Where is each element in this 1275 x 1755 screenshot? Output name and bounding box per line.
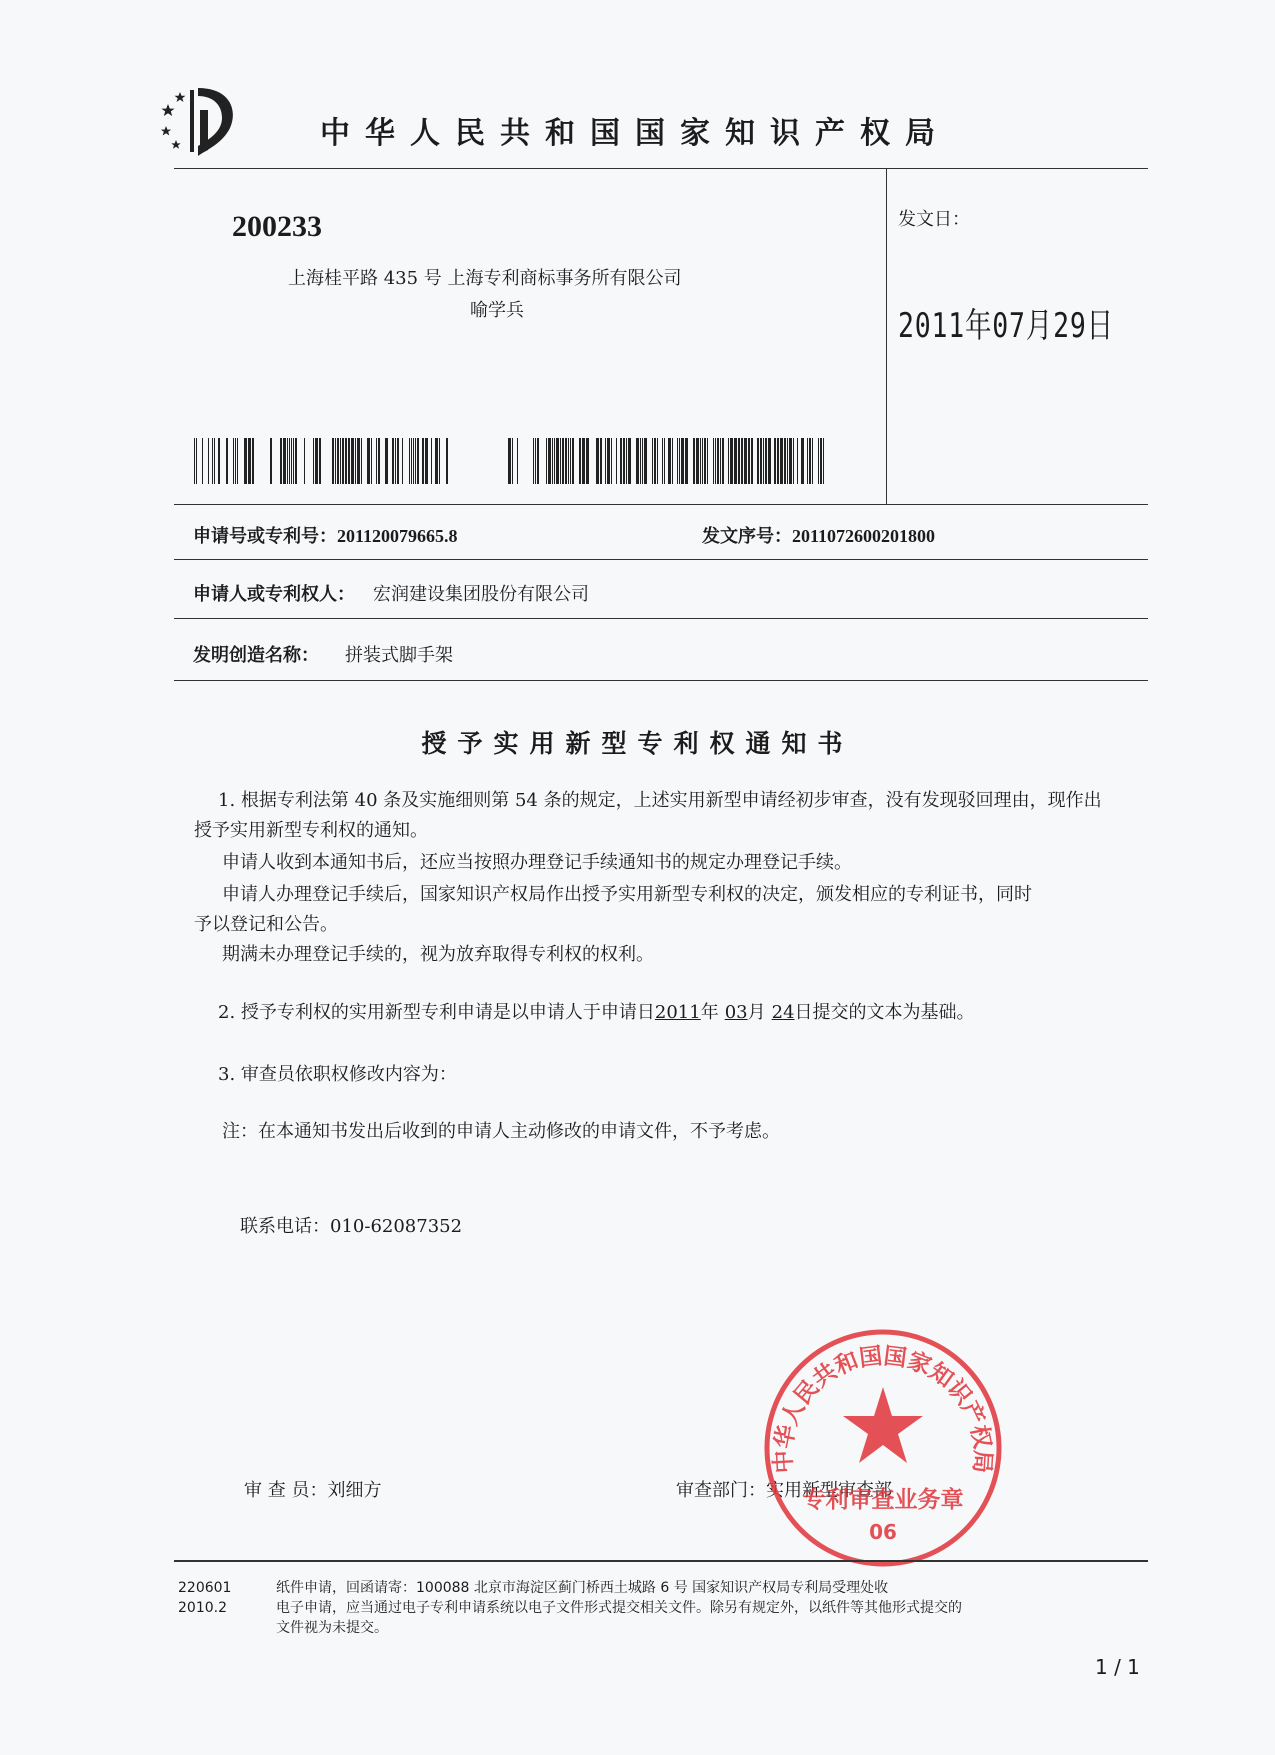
barcode-bar: [202, 438, 203, 484]
barcode-bar: [628, 438, 631, 484]
barcode-bar: [700, 438, 701, 484]
barcode-bar: [715, 438, 716, 484]
barcode-bar: [293, 438, 294, 484]
para-5: [218, 998, 975, 1028]
barcode-bar: [757, 438, 759, 484]
barcode-bar: [596, 438, 599, 484]
barcode-bar: [252, 438, 254, 484]
barcode-bar: [295, 438, 297, 484]
barcode-bar: [777, 438, 779, 484]
barcode-bar: [385, 438, 388, 484]
barcode-bar: [552, 438, 553, 484]
barcode-bar: [738, 438, 740, 484]
barcode-bar: [413, 438, 414, 484]
footer-line-1: 纸件申请，回函请寄：100088 北京市海淀区蓟门桥西土城路 6 号 国家知识产权局专利局受理处收: [276, 1580, 889, 1596]
rule-3: [174, 618, 1148, 619]
rule-2: [174, 559, 1148, 560]
invention-row: [193, 641, 453, 667]
barcode-bar: [435, 438, 438, 484]
barcode-bar: [439, 438, 440, 484]
application-number-row: [193, 522, 458, 548]
barcode-bar: [287, 438, 288, 484]
barcode-bar: [554, 438, 555, 484]
barcode-bar: [812, 438, 813, 484]
barcode-bar: [717, 438, 719, 484]
barcode-bar: [425, 438, 428, 484]
barcode-bar: [342, 438, 344, 484]
barcode-bar: [537, 438, 539, 484]
barcode-bar: [823, 438, 824, 484]
issue-date-label: 发文日：: [898, 209, 970, 230]
barcode-bar: [672, 438, 673, 484]
barcode-bar: [720, 438, 721, 484]
barcode-bar: [196, 438, 197, 484]
barcode-bar: [600, 438, 602, 484]
form-date: 2010.2: [178, 1600, 227, 1616]
barcode-bar: [512, 438, 513, 484]
barcode-bar: [270, 438, 272, 484]
barcode-bar: [579, 438, 581, 484]
barcode-bar: [411, 438, 412, 484]
serial-number-label: 发文序号：: [702, 526, 792, 547]
notice-title: 授予实用新型专利权通知书: [421, 729, 854, 758]
barcode-bar: [367, 438, 370, 484]
seal-number: 06: [869, 1520, 897, 1544]
invention-label: 发明创造名称：: [193, 645, 319, 666]
barcode-bar: [361, 438, 362, 484]
barcode-bar: [623, 438, 625, 484]
footer-line-3: 文件视为未提交。: [276, 1620, 388, 1636]
barcode-bar: [194, 438, 195, 484]
barcode-bar: [208, 438, 209, 484]
invention-name: 拼装式脚手架: [345, 645, 453, 666]
filing-year: 2011: [654, 1002, 701, 1023]
barcode-bar: [586, 438, 589, 484]
barcode-bar: [607, 438, 610, 484]
barcode-bar: [797, 438, 798, 484]
barcode-bar: [446, 438, 448, 484]
barcode-bar: [734, 438, 737, 484]
para-2: 申请人收到本通知书后，还应当按照办理登记手续通知书的规定办理登记手续。: [222, 852, 852, 873]
filing-month: 03: [724, 1002, 748, 1023]
barcode-bar: [741, 438, 743, 484]
footer-line-2: 电子申请，应当通过电子专利申请系统以电子文件形式提交相关文件。除另有规定外，以纸件等其他形式提交的: [276, 1600, 962, 1616]
barcode-bar: [787, 438, 788, 484]
barcode-bar: [640, 438, 641, 484]
header-rule: [174, 168, 1148, 169]
para-7-note: 注：在本通知书发出后收到的申请人主动修改的申请文件，不予考虑。: [222, 1121, 780, 1142]
barcode-bar: [704, 438, 706, 484]
barcode-bar: [548, 438, 551, 484]
barcode-bar: [664, 438, 665, 484]
barcode-bar: [392, 438, 394, 484]
barcode-bar: [763, 438, 764, 484]
barcode-bar: [657, 438, 658, 484]
serial-number-row: [702, 522, 935, 548]
page-number: 1 / 1: [1095, 1655, 1140, 1679]
filing-year-unit: 年: [700, 1002, 719, 1023]
barcode-bar: [280, 438, 282, 484]
barcode-bar: [748, 438, 750, 484]
barcode-bar: [820, 438, 822, 484]
barcode-bar: [315, 438, 318, 484]
barcode-bar: [351, 438, 354, 484]
barcode-bar: [355, 438, 356, 484]
barcode-bar: [313, 438, 314, 484]
barcode-bar: [371, 438, 372, 484]
barcode-bar: [611, 438, 612, 484]
barcode-bar: [693, 438, 695, 484]
barcode-bar: [348, 438, 350, 484]
applicant-name: 宏润建设集团股份有限公司: [373, 584, 589, 605]
barcode-bar: [707, 438, 708, 484]
barcode-bar: [415, 438, 416, 484]
issue-date: 2011年07月29日: [898, 306, 1114, 346]
barcode-bar: [565, 438, 567, 484]
para-1-line-1: 1. 根据专利法第 40 条及实施细则第 54 条的规定，上述实用新型申请经初步审查，没有发现驳回理由，现作出: [218, 790, 1102, 811]
barcode-bar: [744, 438, 747, 484]
barcode-bar: [582, 438, 585, 484]
barcode-bar: [818, 438, 819, 484]
postcode: 200233: [232, 210, 322, 243]
barcode-bar: [616, 438, 617, 484]
barcode-bar: [283, 438, 286, 484]
recipient-contact: 喻学兵: [470, 300, 524, 321]
barcode-bar: [235, 438, 236, 484]
barcode-left: [190, 438, 452, 484]
para-5-suffix: 日提交的文本为基础。: [794, 1002, 975, 1023]
filing-day: 24: [771, 1002, 795, 1023]
barcode-bar: [572, 438, 574, 484]
barcode-bar: [620, 438, 622, 484]
barcode-bar: [357, 438, 360, 484]
barcode-bar: [304, 438, 305, 484]
barcode-bar: [765, 438, 767, 484]
barcode-bar: [654, 438, 656, 484]
serial-number: 2011072600201800: [792, 526, 936, 546]
barcode-bar: [237, 438, 238, 484]
barcode-bar: [395, 438, 396, 484]
barcode-bar: [605, 438, 606, 484]
barcode-bar: [431, 438, 432, 484]
barcode-bar: [570, 438, 571, 484]
examination-department: 审查部门：实用新型审查部: [676, 1480, 892, 1501]
application-number: 201120079665.8: [337, 526, 458, 546]
barcode-bar: [248, 438, 251, 484]
barcode-bar: [417, 438, 419, 484]
rule-1: [174, 504, 1148, 505]
barcode-bar: [730, 438, 733, 484]
barcode-bar: [214, 438, 215, 484]
barcode-bar: [677, 438, 678, 484]
applicant-label: 申请人或专利权人：: [193, 584, 355, 605]
barcode-bar: [212, 438, 213, 484]
barcode-bar: [397, 438, 399, 484]
barcode-bar: [784, 438, 786, 484]
barcode-bar: [560, 438, 561, 484]
filing-month-unit: 月: [747, 1002, 766, 1023]
barcode-bar: [722, 438, 724, 484]
rule-4: [174, 680, 1148, 681]
barcode-bar: [809, 438, 811, 484]
barcode-bar: [801, 438, 804, 484]
barcode-bar: [662, 438, 663, 484]
barcode-bar: [376, 438, 377, 484]
official-seal: [755, 1325, 1011, 1571]
recipient-address: 上海桂平路 435 号 上海专利商标事务所有限公司: [288, 268, 682, 289]
barcode-bar: [768, 438, 771, 484]
barcode-bar: [751, 438, 753, 484]
barcode-bar: [409, 438, 410, 484]
barcode-bar: [332, 438, 334, 484]
barcode-bar: [685, 438, 688, 484]
barcode-bar: [760, 438, 762, 484]
examiner: 审 查 员：刘细方: [244, 1480, 382, 1501]
para-3-line-1: 申请人办理登记手续后，国家知识产权局作出授予实用新型专利权的决定，颁发相应的专利证书，同时: [222, 884, 1032, 905]
barcode-bar: [508, 438, 511, 484]
barcode-bar: [422, 438, 424, 484]
barcode-bar: [644, 438, 647, 484]
barcode-bar: [681, 438, 684, 484]
barcode-bar: [319, 438, 321, 484]
barcode-bar: [702, 438, 703, 484]
barcode-bar: [696, 438, 699, 484]
barcode-bar: [728, 438, 729, 484]
application-number-label: 申请号或专利号：: [193, 526, 337, 547]
seal-ring-text: 中华人民共和国国家知识产权局: [770, 1343, 996, 1474]
barcode-bar: [535, 438, 536, 484]
barcode-bar: [789, 438, 792, 484]
barcode-bar: [226, 438, 228, 484]
barcode-bar: [807, 438, 808, 484]
barcode-bar: [340, 438, 341, 484]
barcode-bar: [713, 438, 714, 484]
barcode-right: [508, 438, 824, 484]
footer-rule: [174, 1560, 1148, 1562]
barcode-bar: [402, 438, 403, 484]
office-name: 中华人民共和国国家知识产权局: [320, 116, 950, 151]
barcode-bar: [218, 438, 220, 484]
barcode-bar: [780, 438, 783, 484]
barcode-bar: [517, 438, 518, 484]
cnipa-logo-icon: [160, 80, 240, 160]
para-4: 期满未办理登记手续的，视为放弃取得专利权的权利。: [222, 944, 654, 965]
para-3-line-2: 予以登记和公告。: [194, 914, 338, 935]
barcode-bar: [568, 438, 569, 484]
barcode-bar: [345, 438, 347, 484]
barcode-bar: [774, 438, 776, 484]
barcode-bar: [652, 438, 653, 484]
barcode-bar: [556, 438, 559, 484]
barcode-bar: [337, 438, 339, 484]
barcode-bar: [668, 438, 671, 484]
contact-phone: 联系电话：010-62087352: [240, 1216, 463, 1237]
barcode-bar: [562, 438, 564, 484]
barcode-bar: [636, 438, 639, 484]
barcode-bar: [244, 438, 247, 484]
form-code: 220601: [178, 1580, 232, 1596]
barcode-bar: [335, 438, 336, 484]
barcode-bar: [679, 438, 680, 484]
barcode-bar: [533, 438, 534, 484]
barcode-bar: [289, 438, 290, 484]
barcode-bar: [642, 438, 643, 484]
barcode-bar: [291, 438, 292, 484]
header-divider: [886, 168, 887, 504]
seal-inner-text: 专利审查业务章: [802, 1487, 964, 1513]
barcode-bar: [793, 438, 794, 484]
barcode-bar: [546, 438, 547, 484]
barcode-bar: [626, 438, 627, 484]
applicant-row: [193, 580, 589, 606]
barcode-bar: [378, 438, 380, 484]
para-5-prefix: 2. 授予专利权的实用新型专利申请是以申请人于申请日: [218, 1002, 655, 1023]
para-1-line-2: 授予实用新型专利权的通知。: [194, 820, 428, 841]
barcode-bar: [233, 438, 234, 484]
para-6: 3. 审查员依职权修改内容为：: [218, 1064, 457, 1085]
